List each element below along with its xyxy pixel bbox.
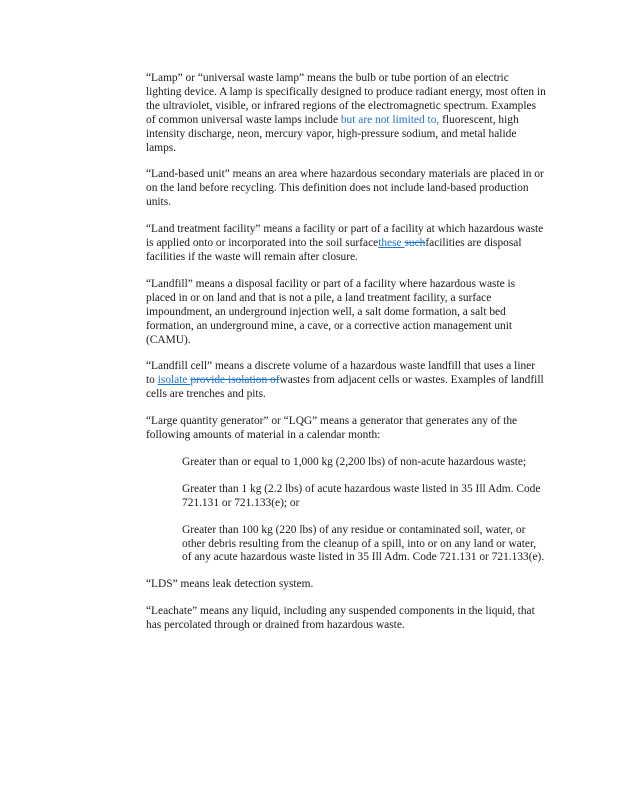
document-page bbox=[146, 72, 546, 646]
definition-text: “Leachate” means any liquid, including any suspended components in the liquid, that has percolated through or drained from hazardous waste. bbox=[146, 605, 535, 632]
definition-text: “Land treatment facility” means a facility or part of a facility at which hazardous waste is applied onto or incorporated into the soil surface bbox=[146, 223, 544, 250]
definition-subitem: Greater than 1 kg (2.2 lbs) of acute hazardous waste listed in 35 Ill Adm. Code 721.131 or 721.133(e); or bbox=[182, 482, 541, 509]
definition-text: facilities are disposal facilities if the waste will remain after closure. bbox=[146, 237, 522, 263]
definition-subitem: Greater than 100 kg (220 lbs) of any residue or contaminated soil, water, or other debris resulting from the cleanup of a spill, into or on any land or water, of any acute hazardous waste listed in 35 Ill Adm. Code 721.131 or 721.133(e). bbox=[182, 523, 545, 564]
definition-paragraph bbox=[146, 605, 546, 633]
definition-text: “Lamp” or “universal waste lamp” means the bulb or tube portion of an electric lighting device. A lamp is specifically designed to produce radiant energy, most often in the ultraviolet, visible, or infrared regions of the electromagnetic spectrum. Examples of common universal waste lamps include bbox=[146, 72, 546, 126]
definition-subitem: Greater than or equal to 1,000 kg (2,200 lbs) of non-acute hazardous waste; bbox=[182, 455, 527, 468]
definition-text: “LDS” means leak detection system. bbox=[146, 578, 314, 591]
definition-text: wastes from adjacent cells or wastes. Examples of landfill cells are trenches and pits. bbox=[146, 374, 544, 401]
definition-text: “Landfill” means a disposal facility or part of a facility where hazardous waste is placed in or on land and that is not a pile, a land treatment facility, a surface impoundment, an underground injection well, a salt dome formation, a salt bed formation, an underground mine, a cave, or a corrective action management unit (CAMU). bbox=[146, 277, 516, 346]
definition-paragraph bbox=[146, 223, 546, 265]
definition-paragraph bbox=[146, 360, 546, 402]
definition-paragraph bbox=[146, 72, 546, 155]
inserted-text: isolate bbox=[157, 374, 191, 387]
inserted-text: but are not limited to, bbox=[340, 113, 440, 126]
definition-text: “Land-based unit” means an area where hazardous secondary materials are placed in or on the land before recycling. This definition does not include land-based production units. bbox=[146, 168, 544, 209]
definition-text: fluorescent, high intensity discharge, neon, mercury vapor, high-pressure sodium, and metal halide lamps. bbox=[146, 113, 519, 154]
definitions-list bbox=[146, 72, 546, 633]
definition-text: “Large quantity generator” or “LQG” means a generator that generates any of the following amounts of material in a calendar month: bbox=[146, 415, 518, 442]
deleted-text: such bbox=[404, 237, 426, 250]
definition-paragraph bbox=[146, 415, 546, 443]
inserted-text: these bbox=[378, 237, 405, 250]
definition-paragraph bbox=[146, 578, 546, 592]
definition-text: “Landfill cell” means a discrete volume of a hazardous waste landfill that uses a liner to bbox=[146, 360, 536, 387]
definition-paragraph bbox=[146, 168, 546, 210]
definition-paragraph bbox=[146, 278, 546, 348]
deleted-text: provide isolation of bbox=[190, 374, 280, 387]
